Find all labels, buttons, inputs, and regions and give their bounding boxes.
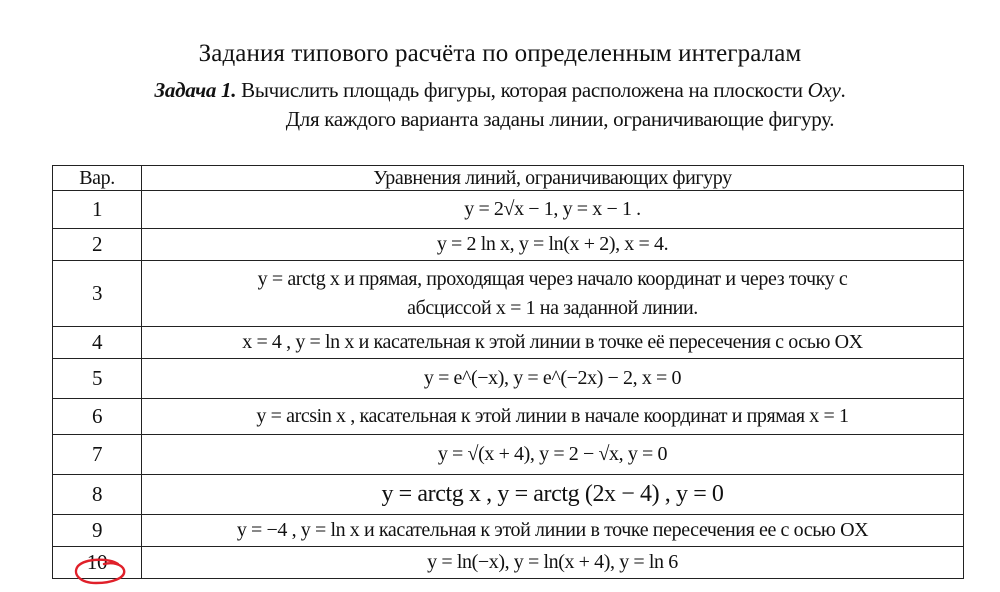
variant-number: 8 xyxy=(53,475,142,515)
table-row xyxy=(53,515,964,547)
variant-number: 6 xyxy=(53,399,142,435)
variant-number: 7 xyxy=(53,435,142,475)
variants-table xyxy=(52,165,964,579)
table-row xyxy=(53,191,964,229)
variant-number: 1 xyxy=(53,191,142,229)
task-subtitle: Для каждого варианта заданы линии, ограничивающие фигуру. xyxy=(285,107,835,131)
variant-number: 3 xyxy=(53,261,142,327)
variant-equation: y = −4 , y = ln x и касательная к этой линии в точке пересечения ее с осью OX xyxy=(142,515,964,547)
variant-equation xyxy=(142,261,964,327)
table-row xyxy=(53,399,964,435)
variant-number: 9 xyxy=(53,515,142,547)
task-statement xyxy=(0,78,1000,103)
equation-line: абсциссой x = 1 на заданной линии. xyxy=(407,296,698,319)
variant-equation: y = arcsin x , касательная к этой линии в начале координат и прямая x = 1 xyxy=(142,399,964,435)
plane-name: Oxy xyxy=(807,78,841,102)
header-equations: Уравнения линий, ограничивающих фигуру xyxy=(142,166,964,191)
variant-equation: x = 4 , y = ln x и касательная к этой линии в точке её пересечения с осью OX xyxy=(142,327,964,359)
equation-line: y = arctg x и прямая, проходящая через начало координат и через точку с xyxy=(257,267,848,290)
variant-number: 5 xyxy=(53,359,142,399)
variant-equation: y = e^(−x), y = e^(−2x) − 2, x = 0 xyxy=(142,359,964,399)
variant-equation: y = 2 ln x, y = ln(x + 2), x = 4. xyxy=(142,229,964,261)
variant-equation: y = arctg x , y = arctg (2x − 4) , y = 0 xyxy=(142,475,964,515)
task-text: Вычислить площадь фигуры, которая расположена на плоскости xyxy=(241,78,803,102)
table-header-row xyxy=(53,166,964,191)
variant-equation: y = ln(−x), y = ln(x + 4), y = ln 6 xyxy=(142,547,964,579)
table-row xyxy=(53,359,964,399)
page-title: Задания типового расчёта по определенным интегралам xyxy=(198,40,802,67)
table-row xyxy=(53,547,964,579)
variant-number: 2 xyxy=(53,229,142,261)
task-label: Задача 1. xyxy=(154,78,237,102)
task-dot: . xyxy=(840,78,846,102)
table-row xyxy=(53,435,964,475)
table-row xyxy=(53,261,964,327)
variant-number: 4 xyxy=(53,327,142,359)
table-row xyxy=(53,327,964,359)
table-row xyxy=(53,475,964,515)
variant-equation: y = 2√x − 1, y = x − 1 . xyxy=(142,191,964,229)
variant-equation: y = √(x + 4), y = 2 − √x, y = 0 xyxy=(142,435,964,475)
header-variant: Вар. xyxy=(53,166,142,191)
table-row xyxy=(53,229,964,261)
variant-number: 10 xyxy=(53,547,142,579)
